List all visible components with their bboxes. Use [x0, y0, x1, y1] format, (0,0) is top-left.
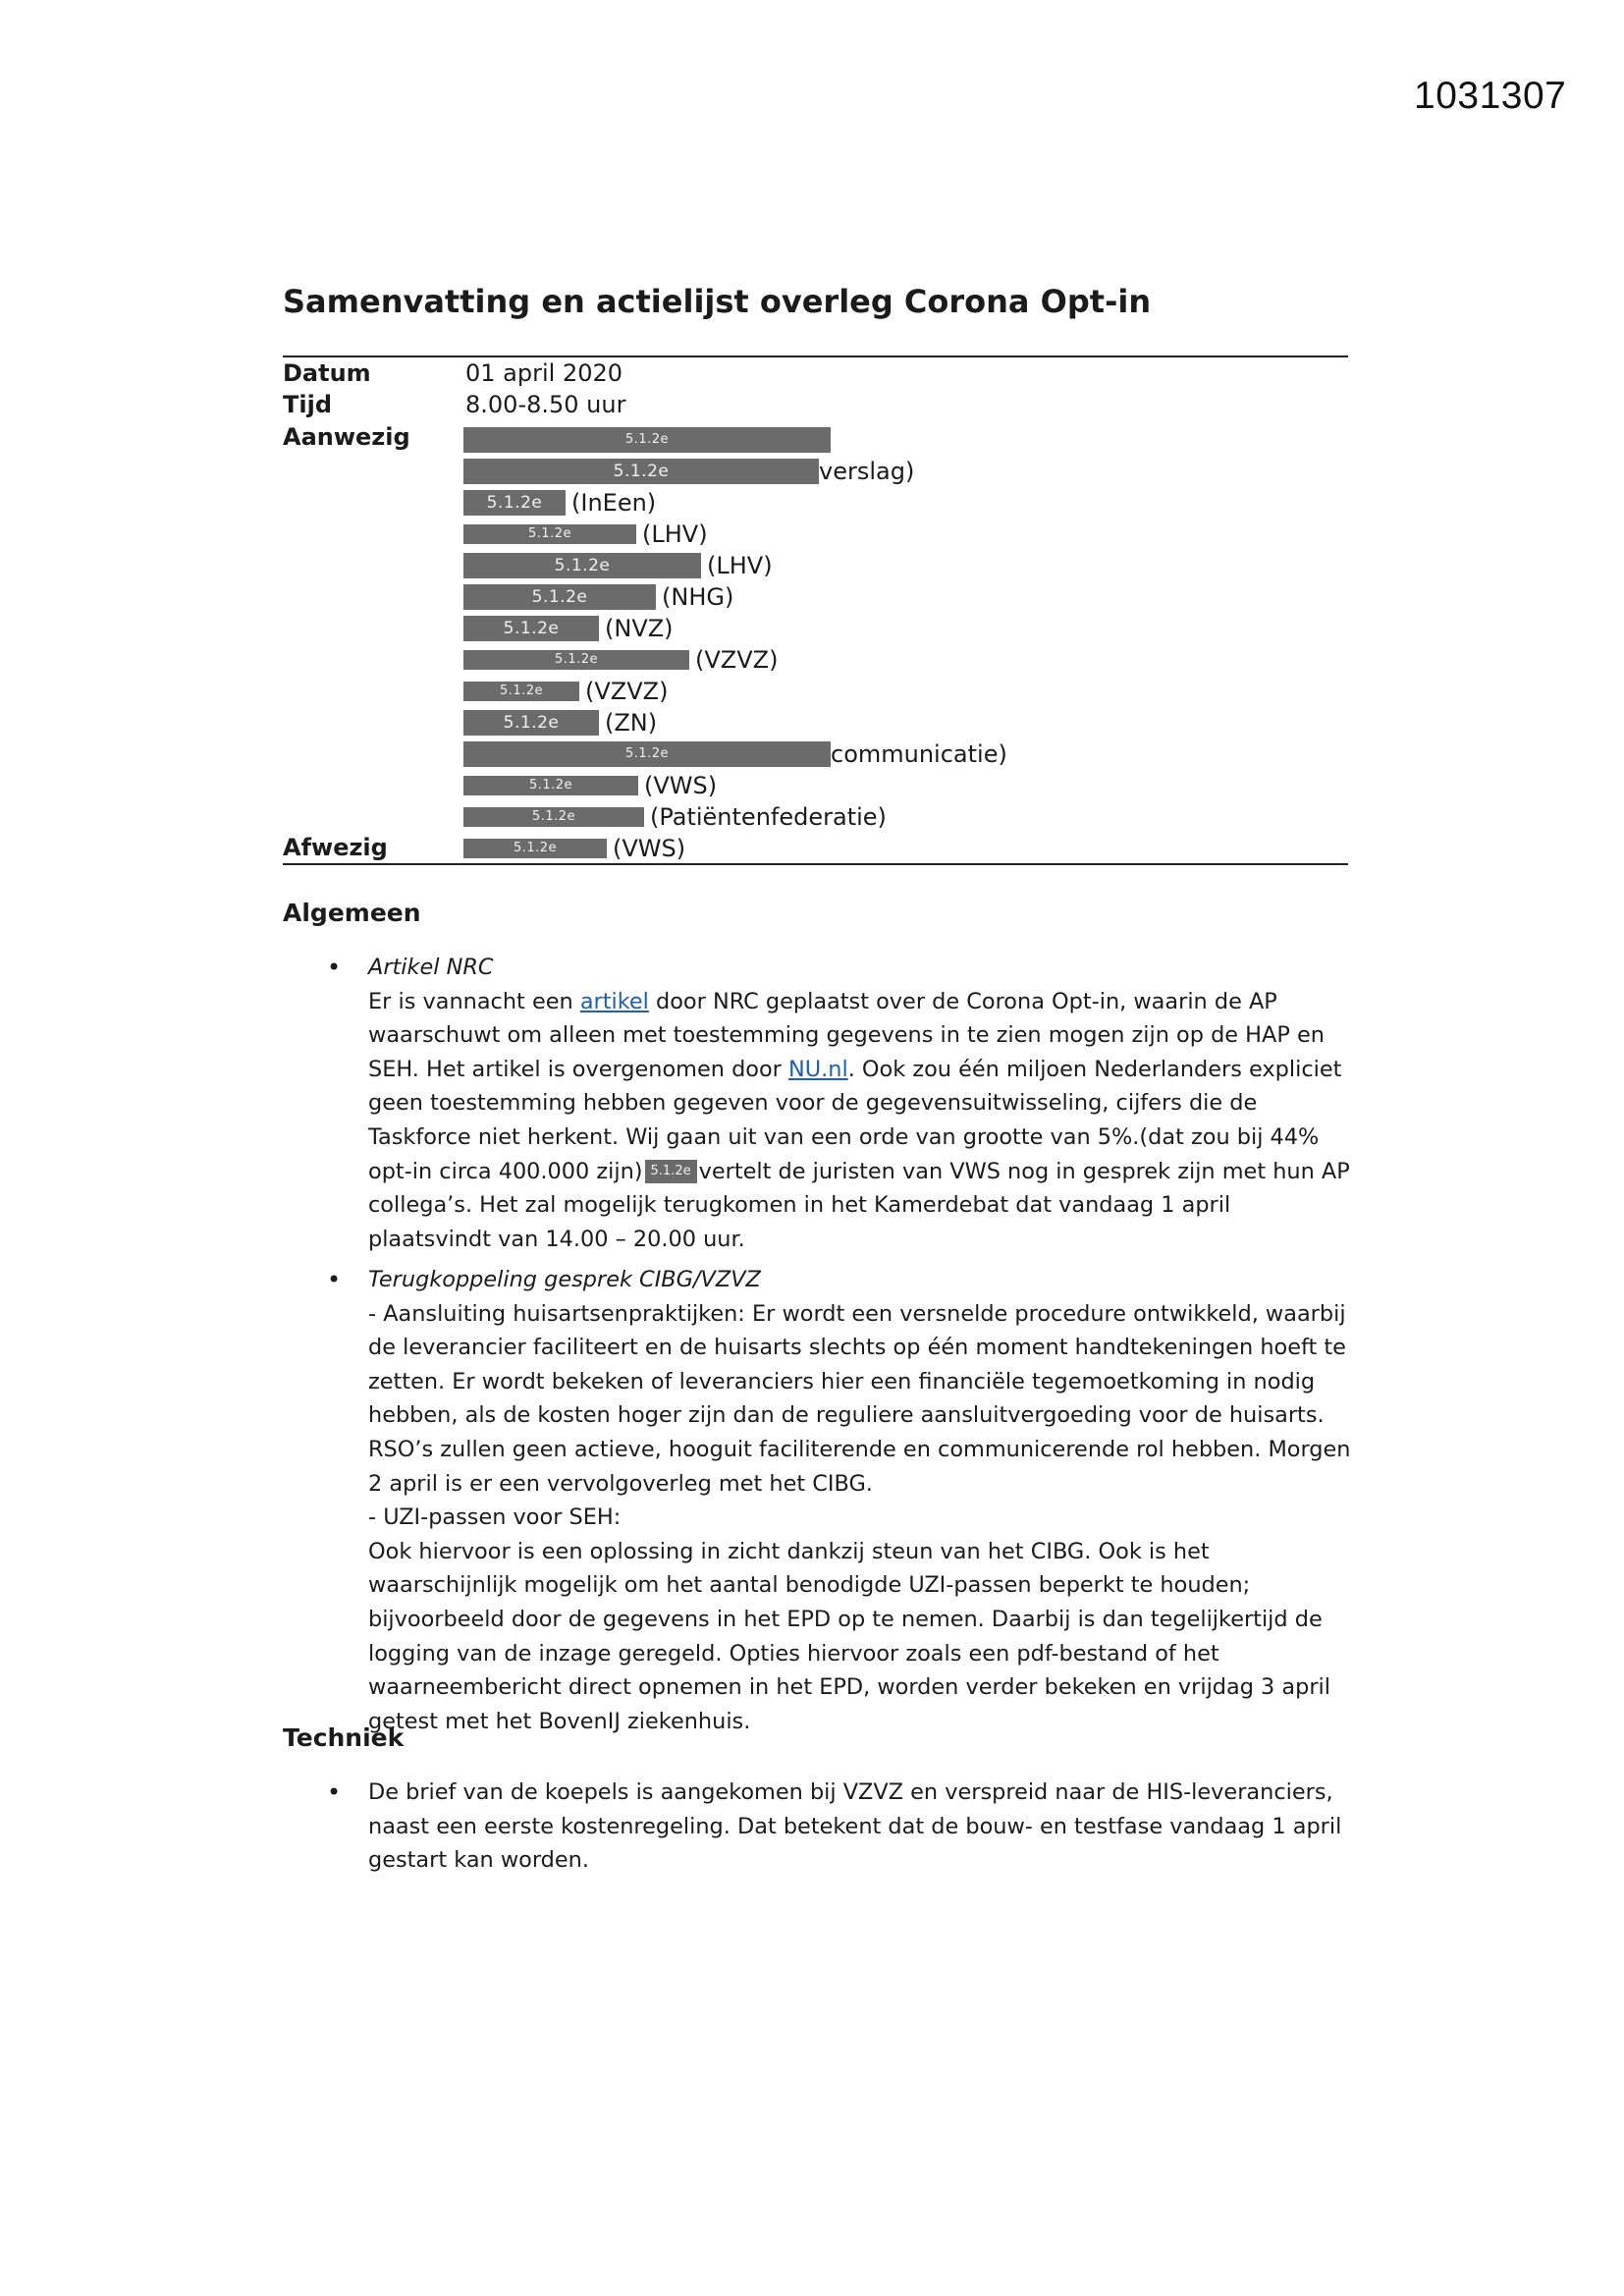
attendee-row: [463, 645, 778, 674]
attendee-org: (NHG): [662, 582, 734, 611]
item-title: Artikel NRC: [368, 955, 494, 980]
attendee-row: [463, 425, 837, 454]
attendee-row: [463, 677, 668, 705]
attendee-row: [463, 457, 914, 485]
bullet-icon: •: [327, 1266, 342, 1293]
attendee-org: (VWS): [644, 771, 718, 799]
redaction-block: 5.1.2e: [645, 1160, 697, 1183]
link-artikel[interactable]: artikel: [579, 988, 649, 1014]
header-rule-top: [283, 355, 1348, 357]
link-nu-nl[interactable]: NU.nl: [788, 1056, 848, 1082]
attendee-org: (LHV): [642, 519, 708, 548]
attendee-org: (VZVZ): [695, 645, 779, 674]
text-segment: door NRC geplaatst over de Corona Opt-in, waarin de AP waarschuwt om alleen met toestemming gegevens in te zien mogen zijn op de HAP en SEH. Het artikel is overgenomen door: [368, 988, 1325, 1082]
redaction-block: 5.1.2e: [463, 553, 701, 578]
redaction-block: 5.1.2e: [463, 807, 644, 827]
attendee-row: [463, 771, 717, 799]
attendee-org: communicatie): [831, 739, 1007, 768]
attendee-org: (ZN): [605, 708, 658, 737]
item-body: [368, 985, 1360, 1257]
item-body: - Aansluiting huisartsenpraktijken: Er wordt een versnelde procedure ontwikkeld, waarbij de leverancier faciliteert en de huisarts slechts op één moment handtekeningen hoeft te zetten. Er wordt bekeken of leveranciers hier een financiële tegemoetkoming in nodig hebben, als de kosten hoger zijn dan de reguliere aansluitvergoeding voor de huisarts. RSO’s zullen geen actieve, hooguit faciliterende en communicerende rol hebben. Morgen 2 april is er een vervolgoverleg met het CIBG.: [368, 1300, 1351, 1497]
attendee-org: (NVZ): [605, 614, 674, 642]
absent-row: [463, 834, 685, 862]
redaction-block: 5.1.2e: [463, 741, 831, 767]
attendee-row: [463, 708, 657, 737]
afwezig-label: Afwezig: [283, 834, 388, 861]
text-segment: . Ook zou één miljoen Nederlanders expliciet geen toestemming hebben gegeven voor de gegevensuitwisseling, cijfers die de Taskforce niet herkent. Wij gaan uit van een orde van grootte van 5%.(dat zou bij 44% opt-in circa 400.000 zijn): [368, 1056, 1342, 1184]
redaction-block: 5.1.2e: [463, 650, 689, 670]
page-title: Samenvatting en actielijst overleg Corona Opt-in: [283, 283, 1152, 320]
redaction-block: 5.1.2e: [463, 710, 599, 736]
paragraph-techniek: De brief van de koepels is aangekomen bij VZVZ en verspreid naar de HIS-leveranciers, naast een eerste kostenregeling. Dat betekent dat de bouw- en testfase vandaag 1 april gestart kan worden.: [368, 1779, 1342, 1874]
absent-org: (VWS): [613, 834, 686, 862]
datum-value: 01 april 2020: [465, 359, 623, 387]
attendee-org: verslag): [819, 457, 915, 485]
header-rule-bottom: [283, 863, 1348, 865]
redaction-block: 5.1.2e: [463, 616, 599, 641]
item-body: - UZI-passen voor SEH:: [368, 1504, 622, 1531]
attendee-row: [463, 802, 887, 831]
paragraph-artikel-nrc: [368, 951, 1360, 1256]
bullet-icon: •: [327, 954, 342, 981]
paragraph-terugkoppeling: [368, 1263, 1360, 1738]
item-title: Terugkoppeling gesprek CIBG/VZVZ: [368, 1267, 761, 1292]
redaction-block: 5.1.2e: [463, 839, 607, 858]
datum-label: Datum: [283, 359, 371, 387]
redaction-block: 5.1.2e: [463, 524, 636, 544]
section-heading-algemeen: Algemeen: [283, 899, 421, 927]
document-number: 1031307: [1414, 75, 1567, 117]
redaction-block: 5.1.2e: [463, 459, 819, 484]
redaction-block: 5.1.2e: [463, 427, 831, 453]
item-body: Ook hiervoor is een oplossing in zicht dankzij steun van het CIBG. Ook is het waarschijnlijk mogelijk om het aantal benodigde UZI-passen beperkt te houden; bijvoorbeeld door de gegevens in het EPD op te nemen. Daarbij is dan tegelijkertijd de logging van de inzage geregeld. Opties hiervoor zoals een pdf-bestand of het waarneembericht direct opnemen in het EPD, worden verder bekeken en vrijdag 3 april getest met het BovenIJ ziekenhuis.: [368, 1538, 1330, 1734]
attendee-org: (VZVZ): [585, 677, 669, 705]
tijd-label: Tijd: [283, 391, 333, 418]
attendee-row: [463, 488, 656, 517]
redaction-block: 5.1.2e: [463, 776, 638, 795]
redaction-block: 5.1.2e: [463, 682, 579, 701]
section-heading-techniek: Techniek: [283, 1723, 405, 1752]
attendee-row: [463, 614, 674, 642]
attendee-row: [463, 519, 708, 548]
attendee-org: (InEen): [571, 488, 657, 517]
attendee-row: [463, 551, 773, 579]
attendee-org: (LHV): [707, 551, 773, 579]
attendee-row: [463, 582, 733, 611]
text-segment: vertelt de juristen van VWS nog in gesprek zijn met hun AP collega’s. Het zal mogelijk terugkomen in het Kamerdebat dat vandaag 1 april plaatsvindt van 14.00 – 20.00 uur.: [368, 1158, 1350, 1252]
attendee-row: [463, 739, 1007, 768]
tijd-value: 8.00-8.50 uur: [465, 391, 626, 418]
text-segment: Er is vannacht een: [368, 988, 580, 1014]
bullet-icon: •: [327, 1778, 342, 1806]
attendee-org: (Patiëntenfederatie): [650, 802, 887, 831]
redaction-block: 5.1.2e: [463, 584, 656, 610]
redaction-block: 5.1.2e: [463, 490, 566, 516]
aanwezig-label: Aanwezig: [283, 423, 410, 451]
